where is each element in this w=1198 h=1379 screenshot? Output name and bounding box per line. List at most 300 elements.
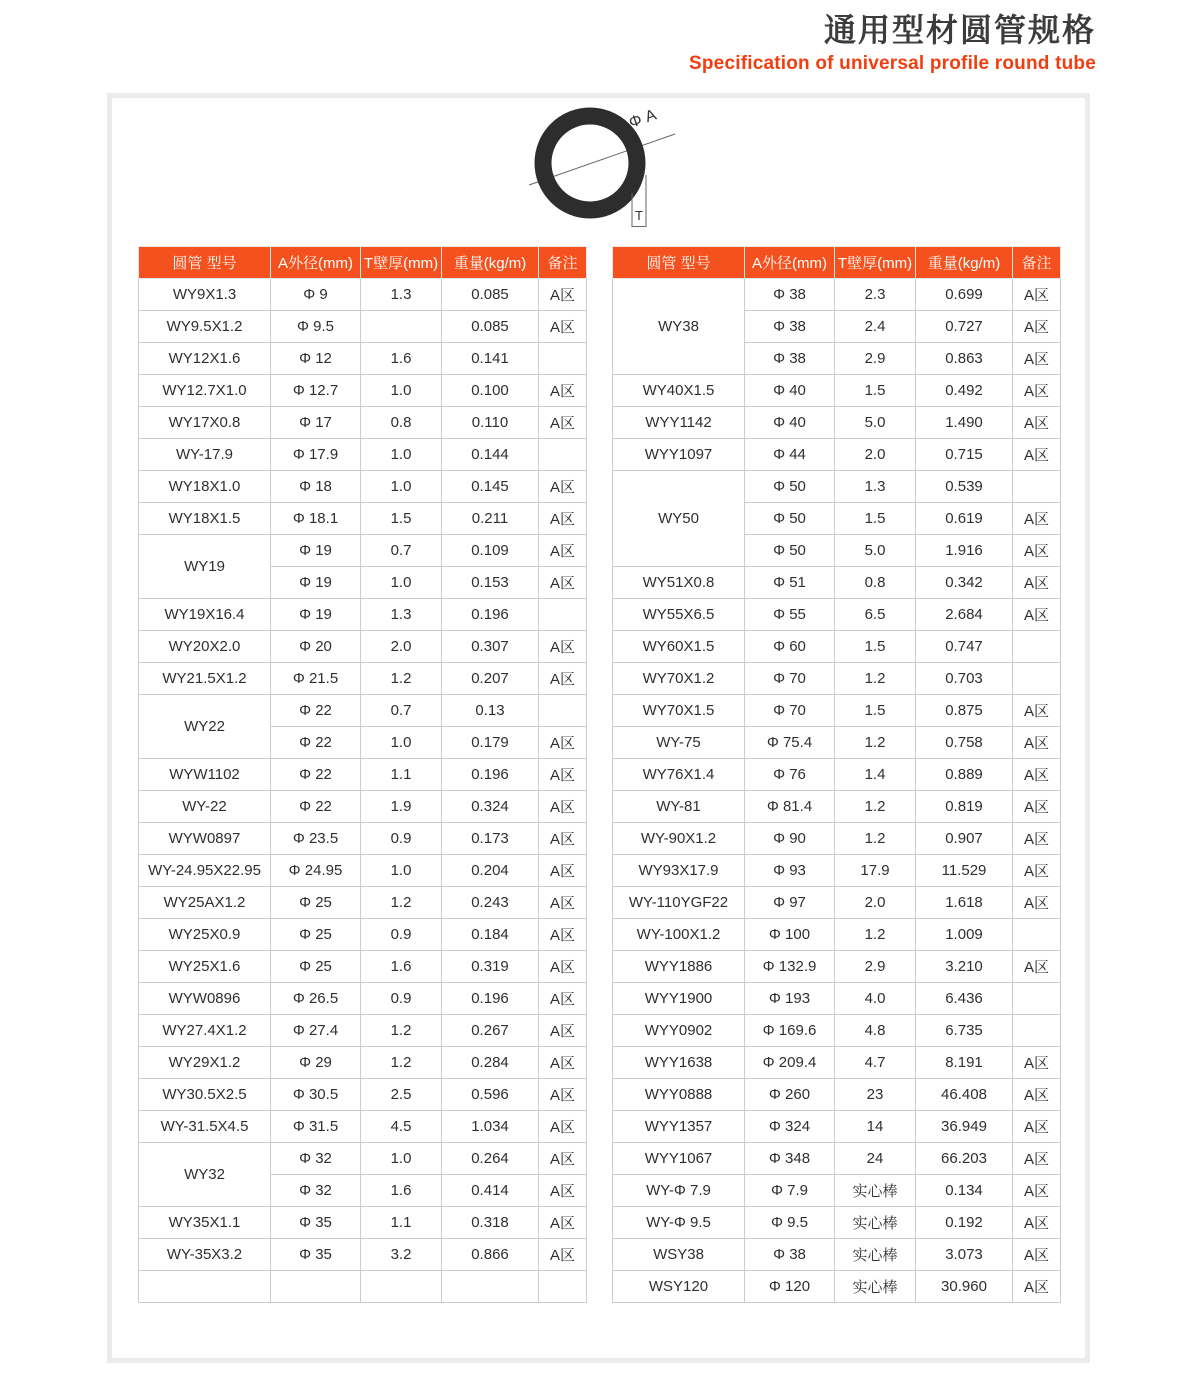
model-cell: WY35X1.1 — [139, 1207, 271, 1239]
diameter-cell: Φ 22 — [271, 759, 361, 791]
model-cell: WY-17.9 — [139, 439, 271, 471]
weight-cell: 0.863 — [916, 343, 1013, 375]
diameter-cell — [271, 1271, 361, 1303]
table-row — [139, 599, 587, 631]
diameter-cell: Φ 90 — [745, 823, 835, 855]
note-cell: A区 — [1013, 1271, 1061, 1303]
weight-cell: 0.141 — [442, 343, 539, 375]
thickness-cell: 4.8 — [835, 1015, 916, 1047]
weight-cell — [442, 1271, 539, 1303]
table-row — [139, 1207, 587, 1239]
weight-cell: 0.819 — [916, 791, 1013, 823]
table-row — [139, 471, 587, 503]
table-row — [139, 1015, 587, 1047]
diameter-cell: Φ 38 — [745, 1239, 835, 1271]
model-cell: WY27.4X1.2 — [139, 1015, 271, 1047]
column-header: T壁厚(mm) — [361, 247, 442, 279]
table-row — [139, 983, 587, 1015]
diameter-cell: Φ 22 — [271, 727, 361, 759]
note-cell: A区 — [1013, 1079, 1061, 1111]
weight-cell: 0.110 — [442, 407, 539, 439]
weight-cell: 0.085 — [442, 311, 539, 343]
thickness-cell: 0.7 — [361, 535, 442, 567]
note-cell: A区 — [539, 951, 587, 983]
weight-cell: 0.727 — [916, 311, 1013, 343]
weight-cell: 0.153 — [442, 567, 539, 599]
note-cell: A区 — [1013, 1175, 1061, 1207]
note-cell: A区 — [1013, 727, 1061, 759]
table-row — [613, 1047, 1061, 1079]
table-row — [613, 567, 1061, 599]
weight-cell: 0.173 — [442, 823, 539, 855]
diameter-cell: Φ 19 — [271, 567, 361, 599]
weight-cell: 0.145 — [442, 471, 539, 503]
column-header: 重量(kg/m) — [916, 247, 1013, 279]
thickness-cell: 1.0 — [361, 567, 442, 599]
note-cell: A区 — [1013, 1143, 1061, 1175]
model-cell: WY38 — [613, 279, 745, 375]
note-cell: A区 — [539, 823, 587, 855]
model-cell: WY93X17.9 — [613, 855, 745, 887]
thickness-cell: 1.2 — [361, 1047, 442, 1079]
model-cell: WYY1097 — [613, 439, 745, 471]
model-cell: WY-35X3.2 — [139, 1239, 271, 1271]
note-cell: A区 — [539, 1047, 587, 1079]
note-cell: A区 — [1013, 375, 1061, 407]
note-cell: A区 — [1013, 1047, 1061, 1079]
diameter-cell: Φ 12.7 — [271, 375, 361, 407]
note-cell: A区 — [1013, 439, 1061, 471]
note-cell: A区 — [1013, 759, 1061, 791]
column-header: 圆管 型号 — [613, 247, 745, 279]
thickness-cell: 1.0 — [361, 439, 442, 471]
table-row — [139, 343, 587, 375]
note-cell: A区 — [1013, 567, 1061, 599]
weight-cell: 0.184 — [442, 919, 539, 951]
thickness-cell: 1.6 — [361, 1175, 442, 1207]
table-row — [613, 855, 1061, 887]
diameter-cell: Φ 12 — [271, 343, 361, 375]
model-cell: WY20X2.0 — [139, 631, 271, 663]
weight-cell: 0.889 — [916, 759, 1013, 791]
thickness-cell: 2.0 — [361, 631, 442, 663]
diameter-cell: Φ 209.4 — [745, 1047, 835, 1079]
weight-cell: 1.916 — [916, 535, 1013, 567]
weight-cell: 0.342 — [916, 567, 1013, 599]
table-row — [139, 855, 587, 887]
diameter-cell: Φ 60 — [745, 631, 835, 663]
thickness-cell: 实心棒 — [835, 1271, 916, 1303]
note-cell: A区 — [539, 759, 587, 791]
note-cell: A区 — [1013, 1207, 1061, 1239]
table-row — [139, 759, 587, 791]
diameter-cell: Φ 9.5 — [745, 1207, 835, 1239]
table-row — [613, 887, 1061, 919]
note-cell — [539, 695, 587, 727]
note-cell: A区 — [1013, 1239, 1061, 1271]
model-cell: WY25X0.9 — [139, 919, 271, 951]
diameter-cell: Φ 17.9 — [271, 439, 361, 471]
model-cell: WY32 — [139, 1143, 271, 1207]
table-row — [613, 1239, 1061, 1271]
weight-cell: 0.703 — [916, 663, 1013, 695]
weight-cell: 0.866 — [442, 1239, 539, 1271]
note-cell: A区 — [539, 887, 587, 919]
note-cell — [539, 343, 587, 375]
note-cell: A区 — [539, 407, 587, 439]
spec-table-left — [138, 246, 587, 1303]
page-header — [689, 10, 1096, 75]
model-cell: WY25AX1.2 — [139, 887, 271, 919]
table-row — [613, 471, 1061, 503]
thickness-cell: 1.2 — [835, 791, 916, 823]
diameter-cell: Φ 30.5 — [271, 1079, 361, 1111]
diameter-cell: Φ 25 — [271, 919, 361, 951]
thickness-cell: 1.0 — [361, 727, 442, 759]
thickness-cell: 5.0 — [835, 407, 916, 439]
model-cell: WY40X1.5 — [613, 375, 745, 407]
weight-cell: 0.907 — [916, 823, 1013, 855]
model-cell: WY-75 — [613, 727, 745, 759]
model-cell: WY-110YGF22 — [613, 887, 745, 919]
weight-cell: 0.196 — [442, 759, 539, 791]
column-header: A外径(mm) — [271, 247, 361, 279]
diameter-cell: Φ 7.9 — [745, 1175, 835, 1207]
diameter-cell: Φ 26.5 — [271, 983, 361, 1015]
diameter-cell: Φ 18.1 — [271, 503, 361, 535]
model-cell: WYY1886 — [613, 951, 745, 983]
thickness-cell: 实心棒 — [835, 1239, 916, 1271]
diameter-cell: Φ 120 — [745, 1271, 835, 1303]
weight-cell: 1.009 — [916, 919, 1013, 951]
weight-cell: 6.436 — [916, 983, 1013, 1015]
table-row — [139, 823, 587, 855]
weight-cell: 1.490 — [916, 407, 1013, 439]
note-cell: A区 — [1013, 1111, 1061, 1143]
table-row — [139, 887, 587, 919]
note-cell — [539, 439, 587, 471]
tube-cross-section-diagram — [495, 98, 705, 238]
note-cell: A区 — [539, 567, 587, 599]
model-cell: WYY1900 — [613, 983, 745, 1015]
thickness-cell: 4.0 — [835, 983, 916, 1015]
thickness-cell: 1.0 — [361, 375, 442, 407]
table-row — [613, 951, 1061, 983]
model-cell: WYY1067 — [613, 1143, 745, 1175]
diameter-cell: Φ 260 — [745, 1079, 835, 1111]
thickness-label: T — [635, 208, 643, 223]
thickness-cell: 1.5 — [835, 631, 916, 663]
model-cell: WY-81 — [613, 791, 745, 823]
diameter-label: Φ A — [626, 106, 659, 132]
table-row — [613, 1143, 1061, 1175]
thickness-cell: 1.1 — [361, 759, 442, 791]
model-cell: WYY0888 — [613, 1079, 745, 1111]
column-header: 备注 — [539, 247, 587, 279]
thickness-cell: 1.9 — [361, 791, 442, 823]
thickness-cell: 0.9 — [361, 823, 442, 855]
diameter-cell: Φ 35 — [271, 1207, 361, 1239]
table-row — [139, 1271, 587, 1303]
thickness-cell: 4.7 — [835, 1047, 916, 1079]
note-cell: A区 — [1013, 279, 1061, 311]
table-row — [613, 1111, 1061, 1143]
table-row — [139, 1111, 587, 1143]
weight-cell: 36.949 — [916, 1111, 1013, 1143]
weight-cell: 0.100 — [442, 375, 539, 407]
model-cell: WY-Φ 9.5 — [613, 1207, 745, 1239]
tube-ring — [543, 116, 637, 210]
diameter-cell: Φ 70 — [745, 695, 835, 727]
diameter-cell: Φ 76 — [745, 759, 835, 791]
weight-cell: 0.264 — [442, 1143, 539, 1175]
diameter-cell: Φ 38 — [745, 279, 835, 311]
weight-cell: 0.109 — [442, 535, 539, 567]
diameter-cell: Φ 324 — [745, 1111, 835, 1143]
diameter-cell: Φ 81.4 — [745, 791, 835, 823]
thickness-cell: 1.0 — [361, 855, 442, 887]
note-cell: A区 — [539, 1143, 587, 1175]
column-header: T壁厚(mm) — [835, 247, 916, 279]
thickness-cell: 0.8 — [361, 407, 442, 439]
table-row — [139, 311, 587, 343]
note-cell: A区 — [539, 663, 587, 695]
thickness-cell: 1.2 — [835, 919, 916, 951]
diameter-cell: Φ 51 — [745, 567, 835, 599]
thickness-cell: 1.3 — [361, 279, 442, 311]
table-row — [613, 599, 1061, 631]
model-cell: WY12.7X1.0 — [139, 375, 271, 407]
model-cell: WYW1102 — [139, 759, 271, 791]
model-cell: WY25X1.6 — [139, 951, 271, 983]
table-row — [613, 439, 1061, 471]
diameter-cell: Φ 19 — [271, 535, 361, 567]
diameter-cell: Φ 25 — [271, 951, 361, 983]
table-row — [613, 983, 1061, 1015]
weight-cell: 0.324 — [442, 791, 539, 823]
weight-cell: 0.875 — [916, 695, 1013, 727]
model-cell: WYY0902 — [613, 1015, 745, 1047]
column-header: 备注 — [1013, 247, 1061, 279]
weight-cell: 0.13 — [442, 695, 539, 727]
thickness-cell: 23 — [835, 1079, 916, 1111]
thickness-cell: 1.5 — [835, 375, 916, 407]
note-cell — [539, 1271, 587, 1303]
table-row — [139, 919, 587, 951]
table-row — [139, 631, 587, 663]
table-row — [613, 1207, 1061, 1239]
diameter-cell: Φ 22 — [271, 695, 361, 727]
note-cell: A区 — [539, 983, 587, 1015]
thickness-cell: 3.2 — [361, 1239, 442, 1271]
table-header-row — [613, 247, 1061, 279]
weight-cell: 0.144 — [442, 439, 539, 471]
thickness-cell: 0.8 — [835, 567, 916, 599]
note-cell: A区 — [539, 855, 587, 887]
table-row — [139, 535, 587, 567]
model-cell: WY-31.5X4.5 — [139, 1111, 271, 1143]
note-cell: A区 — [1013, 887, 1061, 919]
weight-cell: 0.715 — [916, 439, 1013, 471]
diameter-cell: Φ 32 — [271, 1143, 361, 1175]
model-cell: WY-100X1.2 — [613, 919, 745, 951]
diameter-cell: Φ 169.6 — [745, 1015, 835, 1047]
table-row — [613, 631, 1061, 663]
weight-cell: 0.085 — [442, 279, 539, 311]
thickness-cell: 4.5 — [361, 1111, 442, 1143]
note-cell: A区 — [539, 1015, 587, 1047]
weight-cell: 0.196 — [442, 983, 539, 1015]
note-cell — [1013, 631, 1061, 663]
table-row — [139, 1143, 587, 1175]
model-cell: WY-Φ 7.9 — [613, 1175, 745, 1207]
note-cell: A区 — [539, 1207, 587, 1239]
thickness-cell: 1.5 — [361, 503, 442, 535]
table-row — [139, 503, 587, 535]
diameter-cell: Φ 193 — [745, 983, 835, 1015]
note-cell: A区 — [539, 279, 587, 311]
diameter-cell: Φ 50 — [745, 503, 835, 535]
note-cell: A区 — [539, 311, 587, 343]
thickness-cell: 1.0 — [361, 1143, 442, 1175]
note-cell: A区 — [539, 503, 587, 535]
thickness-cell: 1.6 — [361, 343, 442, 375]
thickness-cell: 14 — [835, 1111, 916, 1143]
model-cell: WYY1357 — [613, 1111, 745, 1143]
diameter-cell: Φ 40 — [745, 407, 835, 439]
note-cell: A区 — [1013, 823, 1061, 855]
thickness-cell: 2.9 — [835, 951, 916, 983]
note-cell: A区 — [539, 631, 587, 663]
note-cell — [539, 599, 587, 631]
thickness-cell: 1.0 — [361, 471, 442, 503]
thickness-cell: 1.2 — [361, 663, 442, 695]
model-cell: WY18X1.0 — [139, 471, 271, 503]
weight-cell: 0.284 — [442, 1047, 539, 1079]
weight-cell: 0.539 — [916, 471, 1013, 503]
weight-cell: 3.073 — [916, 1239, 1013, 1271]
thickness-cell — [361, 311, 442, 343]
spec-table-right — [612, 246, 1061, 1303]
model-cell: WY22 — [139, 695, 271, 759]
weight-cell: 0.211 — [442, 503, 539, 535]
weight-cell: 0.619 — [916, 503, 1013, 535]
weight-cell: 1.618 — [916, 887, 1013, 919]
note-cell: A区 — [1013, 503, 1061, 535]
thickness-cell: 0.9 — [361, 919, 442, 951]
table-row — [613, 407, 1061, 439]
model-cell: WY18X1.5 — [139, 503, 271, 535]
diameter-cell: Φ 9.5 — [271, 311, 361, 343]
note-cell: A区 — [1013, 599, 1061, 631]
model-cell: WYW0896 — [139, 983, 271, 1015]
diameter-cell: Φ 24.95 — [271, 855, 361, 887]
thickness-cell: 实心棒 — [835, 1207, 916, 1239]
weight-cell: 0.204 — [442, 855, 539, 887]
weight-cell: 0.267 — [442, 1015, 539, 1047]
weight-cell: 30.960 — [916, 1271, 1013, 1303]
note-cell: A区 — [539, 1239, 587, 1271]
column-header: 圆管 型号 — [139, 247, 271, 279]
weight-cell: 1.034 — [442, 1111, 539, 1143]
thickness-cell: 6.5 — [835, 599, 916, 631]
note-cell — [1013, 983, 1061, 1015]
page-subtitle: Specification of universal profile round tube — [689, 53, 1096, 74]
note-cell — [1013, 663, 1061, 695]
weight-cell: 0.192 — [916, 1207, 1013, 1239]
weight-cell: 0.243 — [442, 887, 539, 919]
model-cell: WY29X1.2 — [139, 1047, 271, 1079]
thickness-cell: 2.3 — [835, 279, 916, 311]
diameter-cell: Φ 97 — [745, 887, 835, 919]
weight-cell: 0.207 — [442, 663, 539, 695]
diameter-cell: Φ 100 — [745, 919, 835, 951]
weight-cell: 0.196 — [442, 599, 539, 631]
model-cell: WYY1638 — [613, 1047, 745, 1079]
diameter-cell: Φ 55 — [745, 599, 835, 631]
model-cell: WY51X0.8 — [613, 567, 745, 599]
note-cell: A区 — [1013, 343, 1061, 375]
weight-cell: 0.414 — [442, 1175, 539, 1207]
diameter-cell: Φ 22 — [271, 791, 361, 823]
table-row — [613, 727, 1061, 759]
note-cell: A区 — [539, 535, 587, 567]
model-cell: WY17X0.8 — [139, 407, 271, 439]
table-row — [139, 279, 587, 311]
weight-cell: 6.735 — [916, 1015, 1013, 1047]
model-cell: WSY120 — [613, 1271, 745, 1303]
weight-cell: 0.699 — [916, 279, 1013, 311]
model-cell: WY9X1.3 — [139, 279, 271, 311]
note-cell: A区 — [539, 919, 587, 951]
model-cell: WY9.5X1.2 — [139, 311, 271, 343]
thickness-cell: 实心棒 — [835, 1175, 916, 1207]
model-cell: WY70X1.5 — [613, 695, 745, 727]
thickness-cell: 0.7 — [361, 695, 442, 727]
weight-cell: 11.529 — [916, 855, 1013, 887]
note-cell: A区 — [539, 1111, 587, 1143]
note-cell: A区 — [539, 1175, 587, 1207]
note-cell — [1013, 1015, 1061, 1047]
model-cell: WY-24.95X22.95 — [139, 855, 271, 887]
thickness-cell: 1.2 — [361, 887, 442, 919]
table-row — [139, 439, 587, 471]
table-row — [613, 663, 1061, 695]
table-row — [613, 279, 1061, 311]
thickness-cell: 1.2 — [835, 663, 916, 695]
note-cell — [1013, 471, 1061, 503]
diameter-cell: Φ 31.5 — [271, 1111, 361, 1143]
diameter-cell: Φ 23.5 — [271, 823, 361, 855]
diameter-cell: Φ 9 — [271, 279, 361, 311]
thickness-cell: 1.4 — [835, 759, 916, 791]
note-cell: A区 — [1013, 855, 1061, 887]
thickness-cell — [361, 1271, 442, 1303]
weight-cell: 0.758 — [916, 727, 1013, 759]
table-row — [613, 695, 1061, 727]
diameter-cell: Φ 38 — [745, 311, 835, 343]
diameter-cell: Φ 70 — [745, 663, 835, 695]
thickness-cell: 1.2 — [361, 1015, 442, 1047]
weight-cell: 0.307 — [442, 631, 539, 663]
model-cell: WY12X1.6 — [139, 343, 271, 375]
model-cell: WSY38 — [613, 1239, 745, 1271]
thickness-cell: 2.0 — [835, 439, 916, 471]
thickness-cell: 24 — [835, 1143, 916, 1175]
thickness-cell: 5.0 — [835, 535, 916, 567]
table-row — [139, 1079, 587, 1111]
model-cell: WY30.5X2.5 — [139, 1079, 271, 1111]
